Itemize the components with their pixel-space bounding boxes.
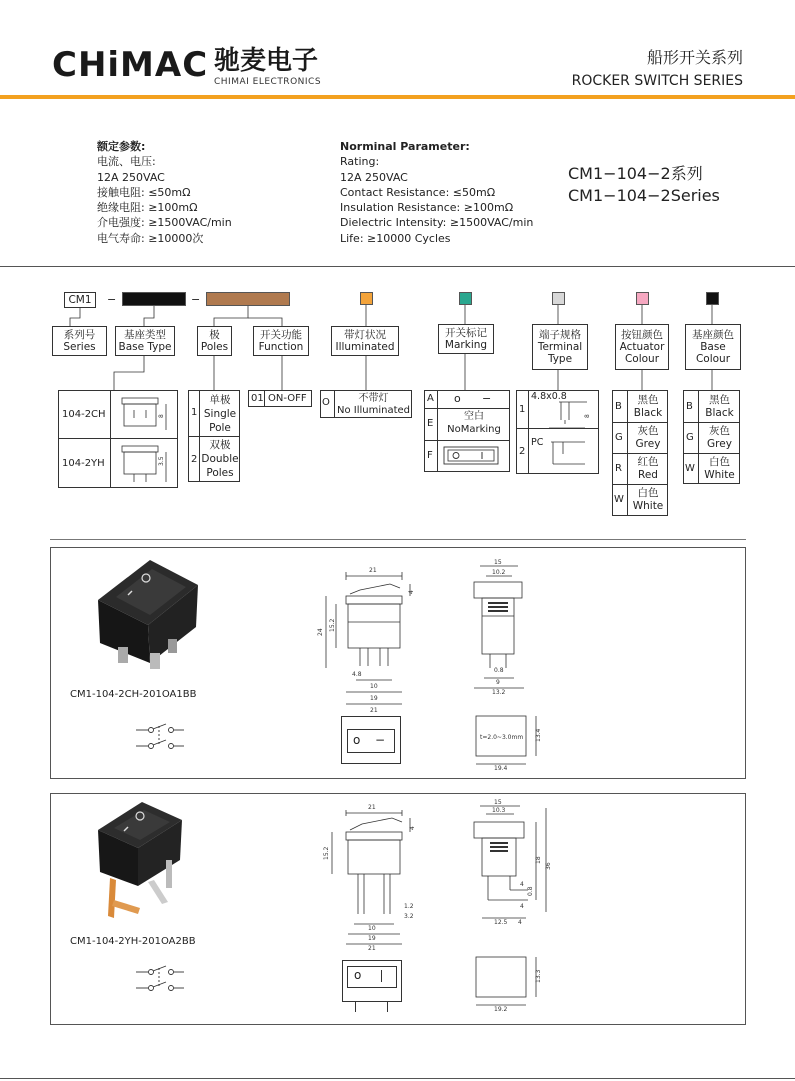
label-base-colour <box>685 324 741 370</box>
dim-label: 10.2 <box>492 569 506 576</box>
base-colour-code: G <box>686 432 694 443</box>
label-actuator <box>615 324 669 370</box>
front-view-drawing-2 <box>318 802 428 952</box>
actuator-option-en: Red <box>638 469 658 481</box>
dim-label: 21 <box>368 945 376 952</box>
marking-blank-label <box>438 410 510 436</box>
params-cn-line: 接触电阻: ≤50mΩ <box>97 185 191 199</box>
label-poles-cn: 极 <box>209 328 220 341</box>
params-cn-line: 12A 250VAC <box>97 170 165 184</box>
actuator-option-cn: 灰色 <box>637 425 659 437</box>
dim-label: 4 <box>408 590 415 594</box>
label-illum-cn: 带灯状况 <box>344 328 386 341</box>
terminal-code: 1 <box>519 404 526 415</box>
marking-blank-cn: 空白 <box>464 411 484 422</box>
poles-option-cn: 单极 <box>209 394 231 406</box>
base-colour-option <box>699 425 740 451</box>
label-basecol-en2: Colour <box>695 353 731 366</box>
params-cn-line: 介电强度: ≥1500VAC/min <box>97 216 232 230</box>
dim-label: 24 <box>317 628 324 636</box>
label-marking-cn: 开关标记 <box>445 326 487 339</box>
section-divider <box>50 539 746 540</box>
code-dash: − <box>107 293 117 306</box>
marking-symbol-on: o <box>454 392 461 405</box>
svg-text:8: 8 <box>158 414 165 418</box>
label-marking <box>438 324 494 354</box>
switch-symbol-1 <box>134 722 194 752</box>
dim-label: 19.2 <box>494 1006 508 1013</box>
terminal-option-label: PC <box>531 437 544 448</box>
poles-option <box>200 438 240 480</box>
params-en-line: Dielectric Intensity: ≥1500VAC/min <box>340 216 534 230</box>
dim-label: 3.2 <box>404 913 414 920</box>
table-divider <box>264 390 265 407</box>
dim-label: 4 <box>409 826 416 830</box>
base-colour-option-en: Black <box>705 407 734 419</box>
model-title-en: CM1−104−2Series <box>568 186 720 205</box>
table-divider <box>612 484 668 485</box>
function-label: ON-OFF <box>268 393 307 404</box>
dim-label: 15 <box>494 559 502 566</box>
svg-text:3.5: 3.5 <box>158 456 165 466</box>
dim-label: 21 <box>369 567 377 574</box>
panel-cutout-2 <box>472 955 552 1017</box>
dim-label: 36 <box>545 862 552 870</box>
actuator-option-en: Grey <box>635 438 661 450</box>
dim-label: 0.8 <box>527 886 534 896</box>
label-actuator-cn: 按钮颜色 <box>621 328 663 341</box>
product-name-2: CM1-104-2YH-201OA2BB <box>70 936 196 947</box>
poles-option-en: Pole <box>209 422 231 434</box>
svg-text:8: 8 <box>584 414 591 418</box>
dim-label: 18 <box>535 856 542 864</box>
dim-label: 10 <box>368 925 376 932</box>
dim-label: 13.3 <box>535 969 542 983</box>
series-title-cn: 船形开关系列 <box>646 48 743 67</box>
actuator-option-cn: 黑色 <box>637 394 659 406</box>
label-marking-en: Marking <box>444 339 488 351</box>
label-series-en: Series <box>63 341 96 353</box>
label-base-cn: 基座类型 <box>124 328 166 341</box>
dim-label: 4 <box>520 903 524 910</box>
label-function <box>253 326 309 356</box>
label-actuator-en2: Colour <box>624 353 660 366</box>
illuminated-label-cn: 不带灯 <box>358 393 389 404</box>
dim-label: 10.3 <box>492 807 506 814</box>
params-en-line: Life: ≥10000 Cycles <box>340 231 451 245</box>
label-terminal-en2: Type <box>547 353 573 366</box>
actuator-option <box>628 456 668 482</box>
dim-label: 19 <box>370 695 378 702</box>
actuator-option <box>628 394 668 420</box>
label-function-en: Function <box>258 341 304 353</box>
label-terminal <box>532 324 588 370</box>
base-colour-option-cn: 白色 <box>709 456 730 468</box>
base-colour-option <box>699 456 740 482</box>
panel-front-2-on: o <box>354 968 362 982</box>
dim-label: 19 <box>368 935 376 942</box>
brand-en: CHIMAI ELECTRONICS <box>214 77 322 87</box>
dim-label: 15.2 <box>323 846 330 860</box>
switch-symbol-2 <box>134 964 194 994</box>
poles-option-en: Poles <box>206 467 234 479</box>
label-base-type <box>115 326 175 356</box>
dim-label: 10 <box>370 683 378 690</box>
params-cn-title: 额定参数: <box>97 140 146 153</box>
label-series-cn: 系列号 <box>63 328 96 341</box>
poles-code: 1 <box>191 407 198 418</box>
actuator-option-cn: 白色 <box>637 487 659 499</box>
brand-cn: 驰麦电子 <box>214 46 319 76</box>
product-photo-1 <box>88 555 208 675</box>
params-en-line: 12A 250VAC <box>340 170 408 184</box>
panel-front-2-off <box>381 970 382 982</box>
poles-option-en: Double <box>201 453 239 465</box>
actuator-code: W <box>614 494 624 505</box>
panel-front-1-off: − <box>375 733 386 747</box>
actuator-option <box>628 425 668 451</box>
label-series <box>52 326 107 356</box>
poles-option <box>200 393 240 435</box>
base-colour-option-cn: 灰色 <box>709 425 730 437</box>
actuator-option-en: Black <box>633 407 663 419</box>
label-poles <box>197 326 232 356</box>
label-function-cn: 开关功能 <box>260 328 302 341</box>
actuator-code: R <box>615 463 622 474</box>
dim-label: 15.2 <box>329 618 336 632</box>
actuator-option-en: White <box>632 500 664 512</box>
logo-text: CHiMAC <box>52 45 209 85</box>
panel-cutout-1 <box>472 712 552 772</box>
function-code: 01 <box>251 393 264 404</box>
poles-code: 2 <box>191 454 198 465</box>
dim-label: 13.4 <box>535 728 542 742</box>
params-en-line: Contact Resistance: ≤50mΩ <box>340 185 496 199</box>
base-colour-code: W <box>685 463 695 474</box>
params-en-line: Rating: <box>340 155 380 169</box>
actuator-code: B <box>615 401 622 412</box>
base-type-drawings <box>110 390 180 488</box>
product-photo-2 <box>90 800 210 930</box>
params-cn-line: 电流、电压: <box>97 155 156 169</box>
side-view-drawing-1 <box>470 556 550 696</box>
panel-front-2-pin <box>387 1002 388 1012</box>
base-type-option: 104-2YH <box>62 458 105 469</box>
dim-label: 1.2 <box>404 903 414 910</box>
base-type-option: 104-2CH <box>62 409 106 420</box>
actuator-option-cn: 红色 <box>637 456 659 468</box>
marking-code: A <box>427 393 434 404</box>
base-colour-option-en: Grey <box>707 438 732 450</box>
code-prefix-text: CM1 <box>68 293 92 306</box>
front-view-drawing-1 <box>310 562 420 722</box>
terminal-drawings <box>529 390 599 474</box>
terminal-option-label: 4.8x0.8 <box>531 391 567 402</box>
dim-label: 4.8 <box>352 671 362 678</box>
label-base-en: Base Type <box>118 341 172 353</box>
label-poles-en: Poles <box>200 341 229 353</box>
table-divider <box>683 453 740 454</box>
product-name-1: CM1-104-2CH-201OA1BB <box>70 689 197 700</box>
table-divider <box>612 422 668 423</box>
params-cn-line: 电气寿命: ≥10000次 <box>97 231 204 245</box>
illuminated-label-en: No Illuminated <box>336 405 411 416</box>
base-colour-option <box>699 394 740 420</box>
label-terminal-cn: 端子规格 <box>539 328 581 341</box>
params-en-title: Norminal Parameter: <box>340 140 470 153</box>
actuator-option <box>628 487 668 513</box>
terminal-code: 2 <box>519 446 526 457</box>
panel-front-1-on: o <box>353 733 361 747</box>
marking-symbol-off: − <box>482 392 492 405</box>
table-divider <box>188 436 240 437</box>
dim-label: 21 <box>370 707 378 714</box>
dim-label: 13.2 <box>492 689 506 696</box>
footer-rule <box>0 1078 795 1079</box>
poles-option-en: Single <box>203 408 237 420</box>
params-en-line: Insulation Resistance: ≥100mΩ <box>340 201 514 215</box>
actuator-code: G <box>615 432 623 443</box>
illuminated-label <box>335 393 412 417</box>
dim-label: 9 <box>496 679 500 686</box>
marking-code: F <box>427 450 433 461</box>
model-title-cn: CM1−104−2系列 <box>568 164 703 183</box>
table-divider <box>612 453 668 454</box>
marking-f-icon <box>442 444 506 468</box>
marking-blank-en: NoMarking <box>447 424 501 435</box>
label-actuator-en1: Actuator <box>619 340 665 353</box>
base-colour-code: B <box>686 401 693 412</box>
dim-label: 4 <box>520 881 524 888</box>
side-view-drawing-2 <box>470 800 570 930</box>
label-illuminated <box>331 326 399 356</box>
poles-option-cn: 双极 <box>209 439 231 451</box>
series-title-en: ROCKER SWITCH SERIES <box>571 73 743 89</box>
dim-label: 21 <box>368 804 376 811</box>
label-terminal-en1: Terminal <box>537 340 583 353</box>
code-dash: − <box>191 293 201 306</box>
dim-label: 12.5 <box>494 919 508 926</box>
dim-label: 19.4 <box>494 765 508 772</box>
illuminated-code: O <box>322 397 330 408</box>
base-colour-option-en: White <box>704 469 735 481</box>
dim-label: t=2.0~3.0mm <box>480 734 524 741</box>
base-colour-option-cn: 黑色 <box>709 394 730 406</box>
dim-label: 15 <box>494 799 502 806</box>
marking-code: E <box>427 418 434 429</box>
label-illum-en: Illuminated <box>335 341 395 353</box>
label-basecol-en1: Base <box>700 340 726 353</box>
panel-front-2-pin <box>355 1002 356 1012</box>
label-basecol-cn: 基座颜色 <box>692 328 734 341</box>
params-cn-line: 绝缘电阻: ≥100mΩ <box>97 201 198 215</box>
dim-label: 4 <box>518 919 522 926</box>
dim-label: 0.8 <box>494 667 504 674</box>
table-divider <box>683 422 740 423</box>
